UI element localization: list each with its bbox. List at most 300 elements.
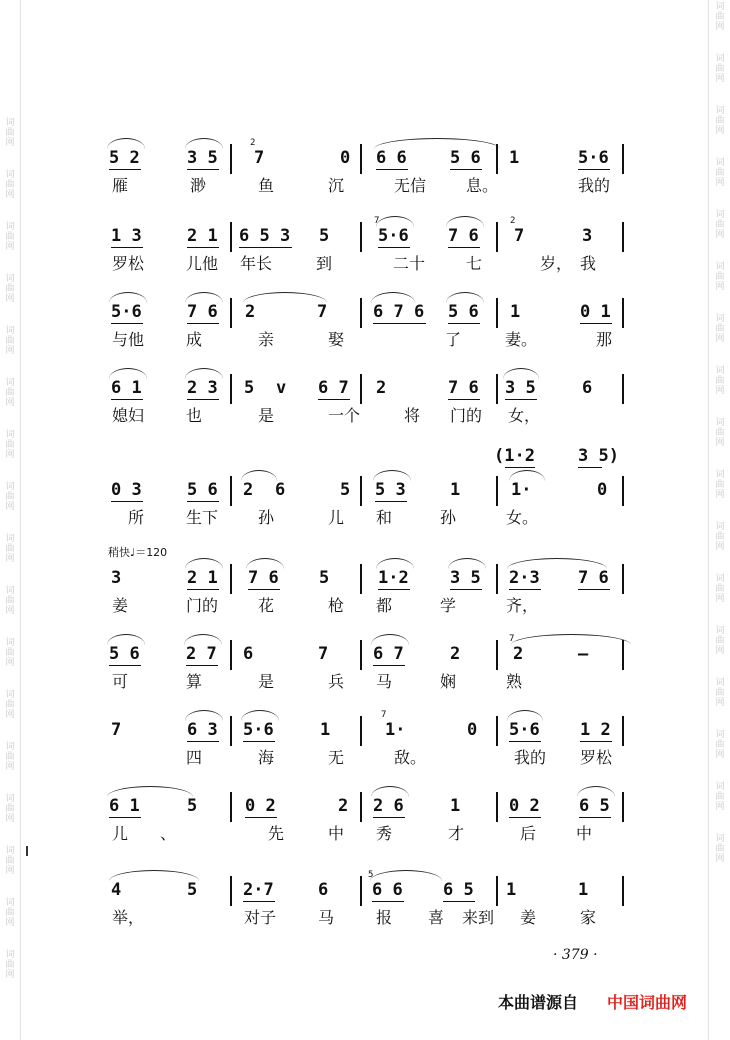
slur — [511, 634, 631, 645]
grace-note: 7 — [509, 634, 515, 644]
note: 5 6 — [109, 644, 140, 664]
watermark-char: 词 — [5, 794, 15, 804]
watermark-char: 曲 — [715, 272, 725, 282]
note: 2 — [450, 644, 461, 664]
bar-line — [360, 564, 362, 594]
note: 7 6 — [448, 378, 479, 398]
watermark-block — [2, 274, 18, 304]
watermark-block — [2, 326, 18, 356]
watermark-block — [712, 418, 728, 448]
lyric: 妻。 — [505, 330, 538, 349]
lyric: 后 — [520, 824, 537, 843]
note: 3 — [111, 568, 122, 588]
note: 7 — [317, 302, 328, 322]
watermark-block — [712, 106, 728, 136]
note: 6 1 — [111, 378, 142, 398]
watermark-char: 词 — [5, 170, 15, 180]
grace-note: 2 — [250, 138, 256, 148]
watermark-char: 曲 — [5, 128, 15, 138]
lyric: 一个 — [328, 406, 361, 425]
beam — [509, 817, 541, 818]
slur — [503, 368, 539, 379]
beam — [111, 501, 143, 502]
lyric: 算 — [186, 672, 203, 691]
watermark-char: 网 — [715, 646, 725, 656]
note: 5·6 — [378, 226, 409, 246]
lyric: 七 — [466, 254, 483, 273]
intro-note: 3 5) — [578, 446, 619, 466]
bar-line — [622, 876, 624, 906]
lyric: 娶 — [328, 330, 345, 349]
lyric: 四 — [186, 748, 203, 767]
watermark-char: 曲 — [715, 480, 725, 490]
beam — [448, 399, 480, 400]
lyric: 熟 — [506, 672, 523, 691]
note: 4 — [111, 880, 122, 900]
note: 1· — [385, 720, 406, 740]
watermark-block — [2, 950, 18, 980]
lyric: 我的 — [514, 748, 547, 767]
bar-line — [230, 792, 232, 822]
watermark-char: 词 — [5, 430, 15, 440]
beam — [450, 169, 482, 170]
source-site: 中国词曲网 — [607, 993, 688, 1012]
watermark-char: 网 — [5, 138, 15, 148]
watermark-char: 网 — [5, 658, 15, 668]
bar-line — [496, 792, 498, 822]
watermark-char: 词 — [5, 482, 15, 492]
lyric: 举， — [112, 908, 145, 927]
lyric: 和 — [376, 508, 393, 527]
bar-line — [360, 298, 362, 328]
watermark-char: 曲 — [5, 700, 15, 710]
note: 6 7 6 — [373, 302, 425, 322]
lyric: 雁 — [112, 176, 129, 195]
beam — [187, 589, 219, 590]
bar-line — [496, 374, 498, 404]
watermark-char: 词 — [715, 366, 725, 376]
bar-line — [622, 564, 624, 594]
note: 0 — [340, 148, 351, 168]
beam — [318, 399, 350, 400]
beam — [187, 247, 219, 248]
watermark-char: 曲 — [5, 388, 15, 398]
watermark-char: 曲 — [5, 492, 15, 502]
beam — [187, 501, 219, 502]
lyric: 家 — [580, 908, 597, 927]
watermark-block — [2, 898, 18, 928]
note: 7 — [111, 720, 122, 740]
lyric: 门的 — [186, 596, 219, 615]
watermark-char: 曲 — [5, 336, 15, 346]
watermark-char: 词 — [715, 626, 725, 636]
lyric: 罗松 — [112, 254, 145, 273]
lyric: 所 — [128, 508, 145, 527]
lyric: 对子 — [244, 908, 277, 927]
slur — [509, 470, 545, 481]
lyric: 渺 — [190, 176, 207, 195]
bar-line — [360, 144, 362, 174]
slur — [448, 558, 486, 569]
note: 3 5 — [505, 378, 536, 398]
slur — [371, 634, 409, 645]
slur — [376, 216, 414, 227]
beam — [187, 741, 219, 742]
note: 6 3 — [187, 720, 218, 740]
slur — [109, 292, 147, 303]
beam — [580, 323, 612, 324]
slur — [241, 710, 279, 721]
bar-line — [622, 374, 624, 404]
watermark-char: 词 — [715, 574, 725, 584]
bar-line — [230, 222, 232, 252]
lyric: 秀 — [376, 824, 393, 843]
slur — [185, 558, 223, 569]
watermark-char: 曲 — [715, 168, 725, 178]
lyric: 海 — [258, 748, 275, 767]
watermark-char: 词 — [715, 834, 725, 844]
watermark-block — [712, 210, 728, 240]
lyric: 女。 — [506, 508, 539, 527]
beam — [111, 323, 143, 324]
watermark-block — [712, 158, 728, 188]
watermark-char: 词 — [715, 470, 725, 480]
beam — [111, 247, 143, 248]
slur — [241, 470, 277, 481]
lyric: 中 — [328, 824, 345, 843]
beam — [375, 501, 407, 502]
watermark-char: 网 — [5, 710, 15, 720]
watermark-block — [712, 730, 728, 760]
watermark-char: 词 — [715, 106, 725, 116]
bar-line — [496, 222, 498, 252]
lyric: 都 — [376, 596, 393, 615]
bar-line — [622, 298, 624, 328]
note: 5·6 — [243, 720, 274, 740]
lyric: 齐， — [506, 596, 539, 615]
slur — [371, 786, 409, 797]
lyric: 儿 — [328, 508, 345, 527]
lyric: 年长 — [240, 254, 273, 273]
watermark-char: 词 — [5, 222, 15, 232]
bar-line — [622, 222, 624, 252]
source-label: 本曲谱源自 — [498, 993, 579, 1012]
lyric: 那 — [596, 330, 613, 349]
note: 1 3 — [111, 226, 142, 246]
watermark-block — [712, 678, 728, 708]
note: 2 1 — [187, 226, 218, 246]
watermark-char: 词 — [715, 782, 725, 792]
lyric: 可 — [112, 672, 129, 691]
beam — [505, 467, 535, 468]
lyric: 儿 — [112, 824, 129, 843]
beam — [448, 247, 480, 248]
bar-line — [230, 298, 232, 328]
lyric: 是 — [258, 406, 275, 425]
note: 0 1 — [580, 302, 611, 322]
lyric: 喜 — [428, 908, 445, 927]
watermark-char: 曲 — [5, 440, 15, 450]
watermark-char: 曲 — [715, 792, 725, 802]
beam — [186, 665, 218, 666]
beam — [372, 901, 404, 902]
slur — [185, 138, 223, 149]
lyric: 媳妇 — [112, 406, 145, 425]
watermark-block — [712, 366, 728, 396]
watermark-char: 曲 — [5, 544, 15, 554]
lyric: 兵 — [328, 672, 345, 691]
watermark-char: 网 — [715, 542, 725, 552]
slur — [446, 216, 484, 227]
bar-line — [230, 640, 232, 670]
beam — [450, 589, 482, 590]
bar-line — [622, 792, 624, 822]
watermark-char: 词 — [715, 678, 725, 688]
lyric: 了 — [445, 330, 462, 349]
watermark-char: 网 — [715, 750, 725, 760]
slur — [107, 138, 145, 149]
grace-note: 7 — [374, 216, 380, 226]
watermark-block — [712, 782, 728, 812]
beam — [243, 741, 275, 742]
bar-line — [230, 144, 232, 174]
watermark-char: 曲 — [715, 532, 725, 542]
watermark-char: 词 — [5, 898, 15, 908]
beam — [187, 169, 219, 170]
watermark-char: 网 — [715, 438, 725, 448]
watermark-char: 网 — [5, 346, 15, 356]
note: 0 2 — [509, 796, 540, 816]
bar-line — [496, 640, 498, 670]
watermark-block — [2, 430, 18, 460]
beam — [187, 323, 219, 324]
note: 7 — [318, 644, 329, 664]
watermark-char: 词 — [715, 2, 725, 12]
beam — [373, 665, 405, 666]
watermark-char: 曲 — [715, 116, 725, 126]
tempo-mark: 稍快♩＝120 — [108, 546, 168, 559]
watermark-char: 网 — [715, 490, 725, 500]
watermark-char: 网 — [715, 386, 725, 396]
watermark-char: 词 — [5, 118, 15, 128]
beam — [109, 665, 141, 666]
note: 0 — [467, 720, 478, 740]
watermark-char: 曲 — [715, 12, 725, 22]
slur — [577, 786, 615, 797]
beam — [578, 169, 610, 170]
lyric: 是 — [258, 672, 275, 691]
watermark-char: 曲 — [5, 960, 15, 970]
note: 6 — [275, 480, 286, 500]
note: 1 2 — [580, 720, 611, 740]
lyric: 无 — [328, 748, 345, 767]
watermark-char: 曲 — [5, 856, 15, 866]
watermark-char: 网 — [715, 230, 725, 240]
lyric: 孙 — [258, 508, 275, 527]
watermark-column-left — [2, 0, 18, 1040]
lyric: 息。 — [466, 176, 499, 195]
note: 5·6 — [111, 302, 142, 322]
watermark-char: 曲 — [715, 376, 725, 386]
note: 5 6 — [450, 148, 481, 168]
note: 6 1 — [109, 796, 140, 816]
lyric: 门的 — [450, 406, 483, 425]
note: 2 — [376, 378, 387, 398]
bar-line — [496, 716, 498, 746]
watermark-char: 曲 — [715, 324, 725, 334]
note: 1 — [320, 720, 331, 740]
note: 0 2 — [245, 796, 276, 816]
note: 5 6 — [187, 480, 218, 500]
beam — [245, 817, 277, 818]
note: 1 — [509, 148, 520, 168]
beam — [109, 169, 141, 170]
beam — [187, 399, 219, 400]
note: 1 — [450, 480, 461, 500]
note: 5 — [187, 796, 198, 816]
lyric: 鱼 — [258, 176, 275, 195]
watermark-column-right — [712, 0, 728, 1040]
slur — [246, 558, 284, 569]
slur — [185, 368, 223, 379]
note: 5 6 — [448, 302, 479, 322]
watermark-block — [2, 586, 18, 616]
bar-line — [622, 144, 624, 174]
beam — [505, 399, 537, 400]
lyric: 将 — [404, 406, 421, 425]
note: 2·7 — [243, 880, 274, 900]
watermark-char: 曲 — [715, 64, 725, 74]
watermark-char: 词 — [715, 158, 725, 168]
watermark-char: 词 — [5, 742, 15, 752]
slur — [107, 786, 193, 797]
watermark-block — [712, 2, 728, 32]
lyric: 无信 — [394, 176, 427, 195]
watermark-char: 网 — [5, 554, 15, 564]
beam — [373, 323, 426, 324]
slur — [184, 634, 222, 645]
watermark-char: 网 — [715, 698, 725, 708]
note: 1· — [511, 480, 532, 500]
beam — [111, 399, 143, 400]
note: 3 5 — [187, 148, 218, 168]
watermark-block — [712, 626, 728, 656]
note: 2 6 — [373, 796, 404, 816]
watermark-char: 网 — [5, 918, 15, 928]
note: 3 — [582, 226, 593, 246]
watermark-char: 词 — [5, 638, 15, 648]
note: 2·3 — [509, 568, 540, 588]
watermark-char: 词 — [715, 314, 725, 324]
watermark-block — [2, 222, 18, 252]
bar-line — [230, 374, 232, 404]
watermark-char: 曲 — [5, 596, 15, 606]
watermark-char: 网 — [5, 970, 15, 980]
lyric: 学 — [440, 596, 457, 615]
watermark-block — [712, 834, 728, 864]
note: 1 — [506, 880, 517, 900]
watermark-block — [2, 170, 18, 200]
bar-line — [230, 476, 232, 506]
note: 5·6 — [578, 148, 609, 168]
lyric: 到 — [316, 254, 333, 273]
watermark-block — [712, 522, 728, 552]
watermark-block — [712, 314, 728, 344]
watermark-char: 词 — [5, 950, 15, 960]
watermark-char: 网 — [715, 282, 725, 292]
watermark-char: 词 — [5, 690, 15, 700]
watermark-char: 网 — [715, 126, 725, 136]
note: 7 6 — [187, 302, 218, 322]
note: 2 — [243, 480, 254, 500]
lyric: 沉 — [328, 176, 345, 195]
lyric: 孙 — [440, 508, 457, 527]
bar-line — [360, 640, 362, 670]
watermark-char: 词 — [715, 522, 725, 532]
watermark-char: 词 — [715, 418, 725, 428]
lyric: 成 — [186, 330, 203, 349]
watermark-char: 网 — [715, 178, 725, 188]
lyric: 敌。 — [394, 748, 427, 767]
lyric: 姜 — [520, 908, 537, 927]
slur — [374, 138, 500, 149]
watermark-char: 网 — [5, 294, 15, 304]
note: 2 3 — [187, 378, 218, 398]
watermark-char: 网 — [5, 866, 15, 876]
watermark-char: 词 — [715, 54, 725, 64]
watermark-char: 词 — [715, 210, 725, 220]
note: 6 5 3 — [239, 226, 291, 246]
slur — [370, 870, 442, 881]
watermark-char: 网 — [715, 854, 725, 864]
slur — [107, 634, 145, 645]
watermark-char: 词 — [5, 378, 15, 388]
lyric: 花 — [258, 596, 275, 615]
watermark-char: 词 — [5, 586, 15, 596]
watermark-char: 词 — [5, 846, 15, 856]
watermark-char: 曲 — [5, 180, 15, 190]
bar-line — [360, 876, 362, 906]
note: 2 — [245, 302, 256, 322]
beam — [578, 467, 602, 468]
bar-line — [230, 876, 232, 906]
note: 2 — [338, 796, 349, 816]
note: — — [578, 644, 589, 664]
slur — [376, 558, 414, 569]
grace-note: 2 — [510, 216, 516, 226]
watermark-char: 词 — [5, 274, 15, 284]
watermark-block — [2, 378, 18, 408]
lyric: 岁， — [540, 254, 573, 273]
beam — [373, 817, 405, 818]
watermark-block — [712, 470, 728, 500]
note: 2 7 — [186, 644, 217, 664]
watermark-char: 网 — [5, 242, 15, 252]
lyric: 枪 — [328, 596, 345, 615]
watermark-char: 词 — [5, 326, 15, 336]
intro-note: (1·2 — [494, 446, 535, 466]
bar-line — [622, 716, 624, 746]
watermark-char: 曲 — [5, 752, 15, 762]
bar-line — [360, 222, 362, 252]
note: 2 — [513, 644, 524, 664]
slur — [185, 292, 223, 303]
beam — [243, 901, 275, 902]
lyric: 罗松 — [580, 748, 613, 767]
note: 1 — [450, 796, 461, 816]
lyric: 也 — [186, 406, 203, 425]
watermark-block — [712, 574, 728, 604]
